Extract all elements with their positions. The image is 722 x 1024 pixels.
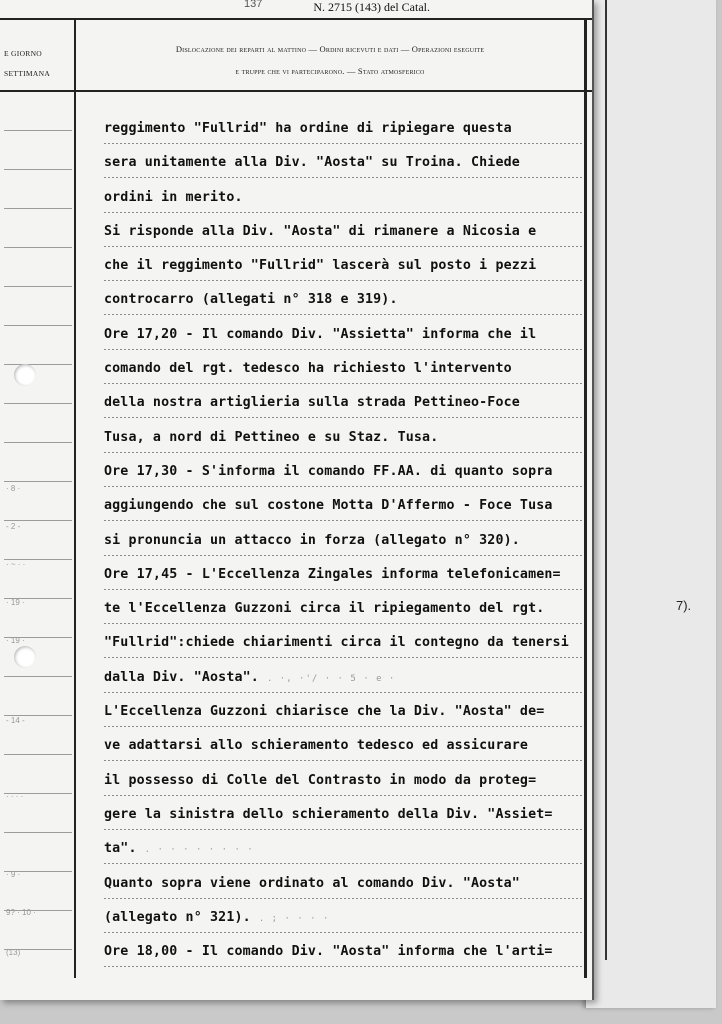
header-line-2: e truppe che vi parteciparono. — Stato atmosferico bbox=[235, 66, 425, 76]
text-line: Ore 17,20 - Il comando Div. "Assietta" informa che il bbox=[104, 322, 584, 356]
text-line: "Fullrid":chiede chiarimenti circa il contegno da tenersi bbox=[104, 630, 584, 664]
text-line bbox=[104, 905, 584, 939]
text-line: Ore 18,00 - Il comando Div. "Aosta" informa che l'arti= bbox=[104, 939, 584, 973]
right-margin-rule bbox=[584, 18, 587, 978]
log-entries bbox=[104, 116, 584, 973]
punch-hole bbox=[14, 364, 36, 386]
text-line-content: dalla Div. "Aosta". bbox=[104, 669, 259, 685]
header-bottom-rule bbox=[0, 90, 592, 92]
punch-hole bbox=[14, 646, 36, 668]
text-line: Si risponde alla Div. "Aosta" di rimanere a Nicosia e bbox=[104, 219, 584, 253]
entries-column-header bbox=[82, 38, 578, 82]
text-line: gere la sinistra dello schieramento della Div. "Assiet= bbox=[104, 802, 584, 836]
text-line: Tusa, a nord di Pettineo e su Staz. Tusa. bbox=[104, 425, 584, 459]
faint-trace: . ; · · · · bbox=[258, 913, 330, 924]
faint-trace: . ·, ·'/ · · 5 · e · bbox=[266, 673, 396, 684]
header-top-rule bbox=[0, 18, 592, 20]
left-margin-note: - 14 - bbox=[6, 716, 25, 725]
left-margin-note: · · · · bbox=[6, 792, 24, 801]
left-margin-note: · 19 · bbox=[6, 636, 25, 645]
faint-trace: . · · · · · · · · bbox=[144, 845, 254, 856]
text-line: si pronuncia un attacco in forza (allegato n° 320). bbox=[104, 528, 584, 562]
underlying-page-mark: 7). bbox=[676, 598, 692, 613]
text-line: comando del rgt. tedesco ha richiesto l'intervento bbox=[104, 356, 584, 390]
header-line-1: Dislocazione dei reparti al mattino — Ordini ricevuti e dati — Operazioni eseguite bbox=[175, 44, 485, 54]
date-column-rule bbox=[74, 18, 76, 978]
text-line: Ore 17,45 - L'Eccellenza Zingales informa telefonicamen= bbox=[104, 562, 584, 596]
text-line-content: (allegato n° 321). bbox=[104, 909, 251, 925]
text-line: ve adattarsi allo schieramento tedesco ed assicurare bbox=[104, 733, 584, 767]
page-number: 137 bbox=[244, 0, 263, 10]
left-margin-note: - 2 - bbox=[6, 522, 21, 531]
underlying-page-rule bbox=[605, 0, 607, 960]
text-line: ordini in merito. bbox=[104, 185, 584, 219]
left-margin-note: · 9 · bbox=[6, 870, 21, 879]
text-line: Ore 17,30 - S'informa il comando FF.AA. di quanto sopra bbox=[104, 459, 584, 493]
text-line: aggiungendo che sul costone Motta D'Affermo - Foce Tusa bbox=[104, 493, 584, 527]
text-line: Quanto sopra viene ordinato al comando Div. "Aosta" bbox=[104, 871, 584, 905]
text-line: che il reggimento "Fullrid" lascerà sul posto i pezzi bbox=[104, 253, 584, 287]
text-line: reggimento "Fullrid" ha ordine di ripiegare questa bbox=[104, 116, 584, 150]
text-line-content: ta". bbox=[104, 841, 137, 857]
text-line: della nostra artiglieria sulla strada Pettineo-Foce bbox=[104, 390, 584, 424]
text-line: controcarro (allegati n° 318 e 319). bbox=[104, 287, 584, 321]
text-line: il possesso di Colle del Contrasto in modo da proteg= bbox=[104, 768, 584, 802]
date-column-header: E GIORNO SETTIMANA bbox=[4, 49, 51, 78]
date-column bbox=[4, 92, 72, 978]
left-margin-note: 9? · 10 · bbox=[6, 908, 36, 917]
text-line bbox=[104, 665, 584, 699]
catalog-reference: N. 2715 (143) del Catal. bbox=[313, 0, 430, 14]
left-margin-note: · 19 · bbox=[6, 598, 25, 607]
left-margin-note: (13) bbox=[6, 948, 21, 957]
text-line: te l'Eccellenza Guzzoni circa il ripiegamento del rgt. bbox=[104, 596, 584, 630]
text-line: L'Eccellenza Guzzoni chiarisce che la Div. "Aosta" de= bbox=[104, 699, 584, 733]
left-margin-note: · ~ · · bbox=[6, 560, 26, 569]
text-line bbox=[104, 836, 584, 870]
left-margin-note: · 8 · bbox=[6, 484, 21, 493]
text-line: sera unitamente alla Div. "Aosta" su Troina. Chiede bbox=[104, 150, 584, 184]
